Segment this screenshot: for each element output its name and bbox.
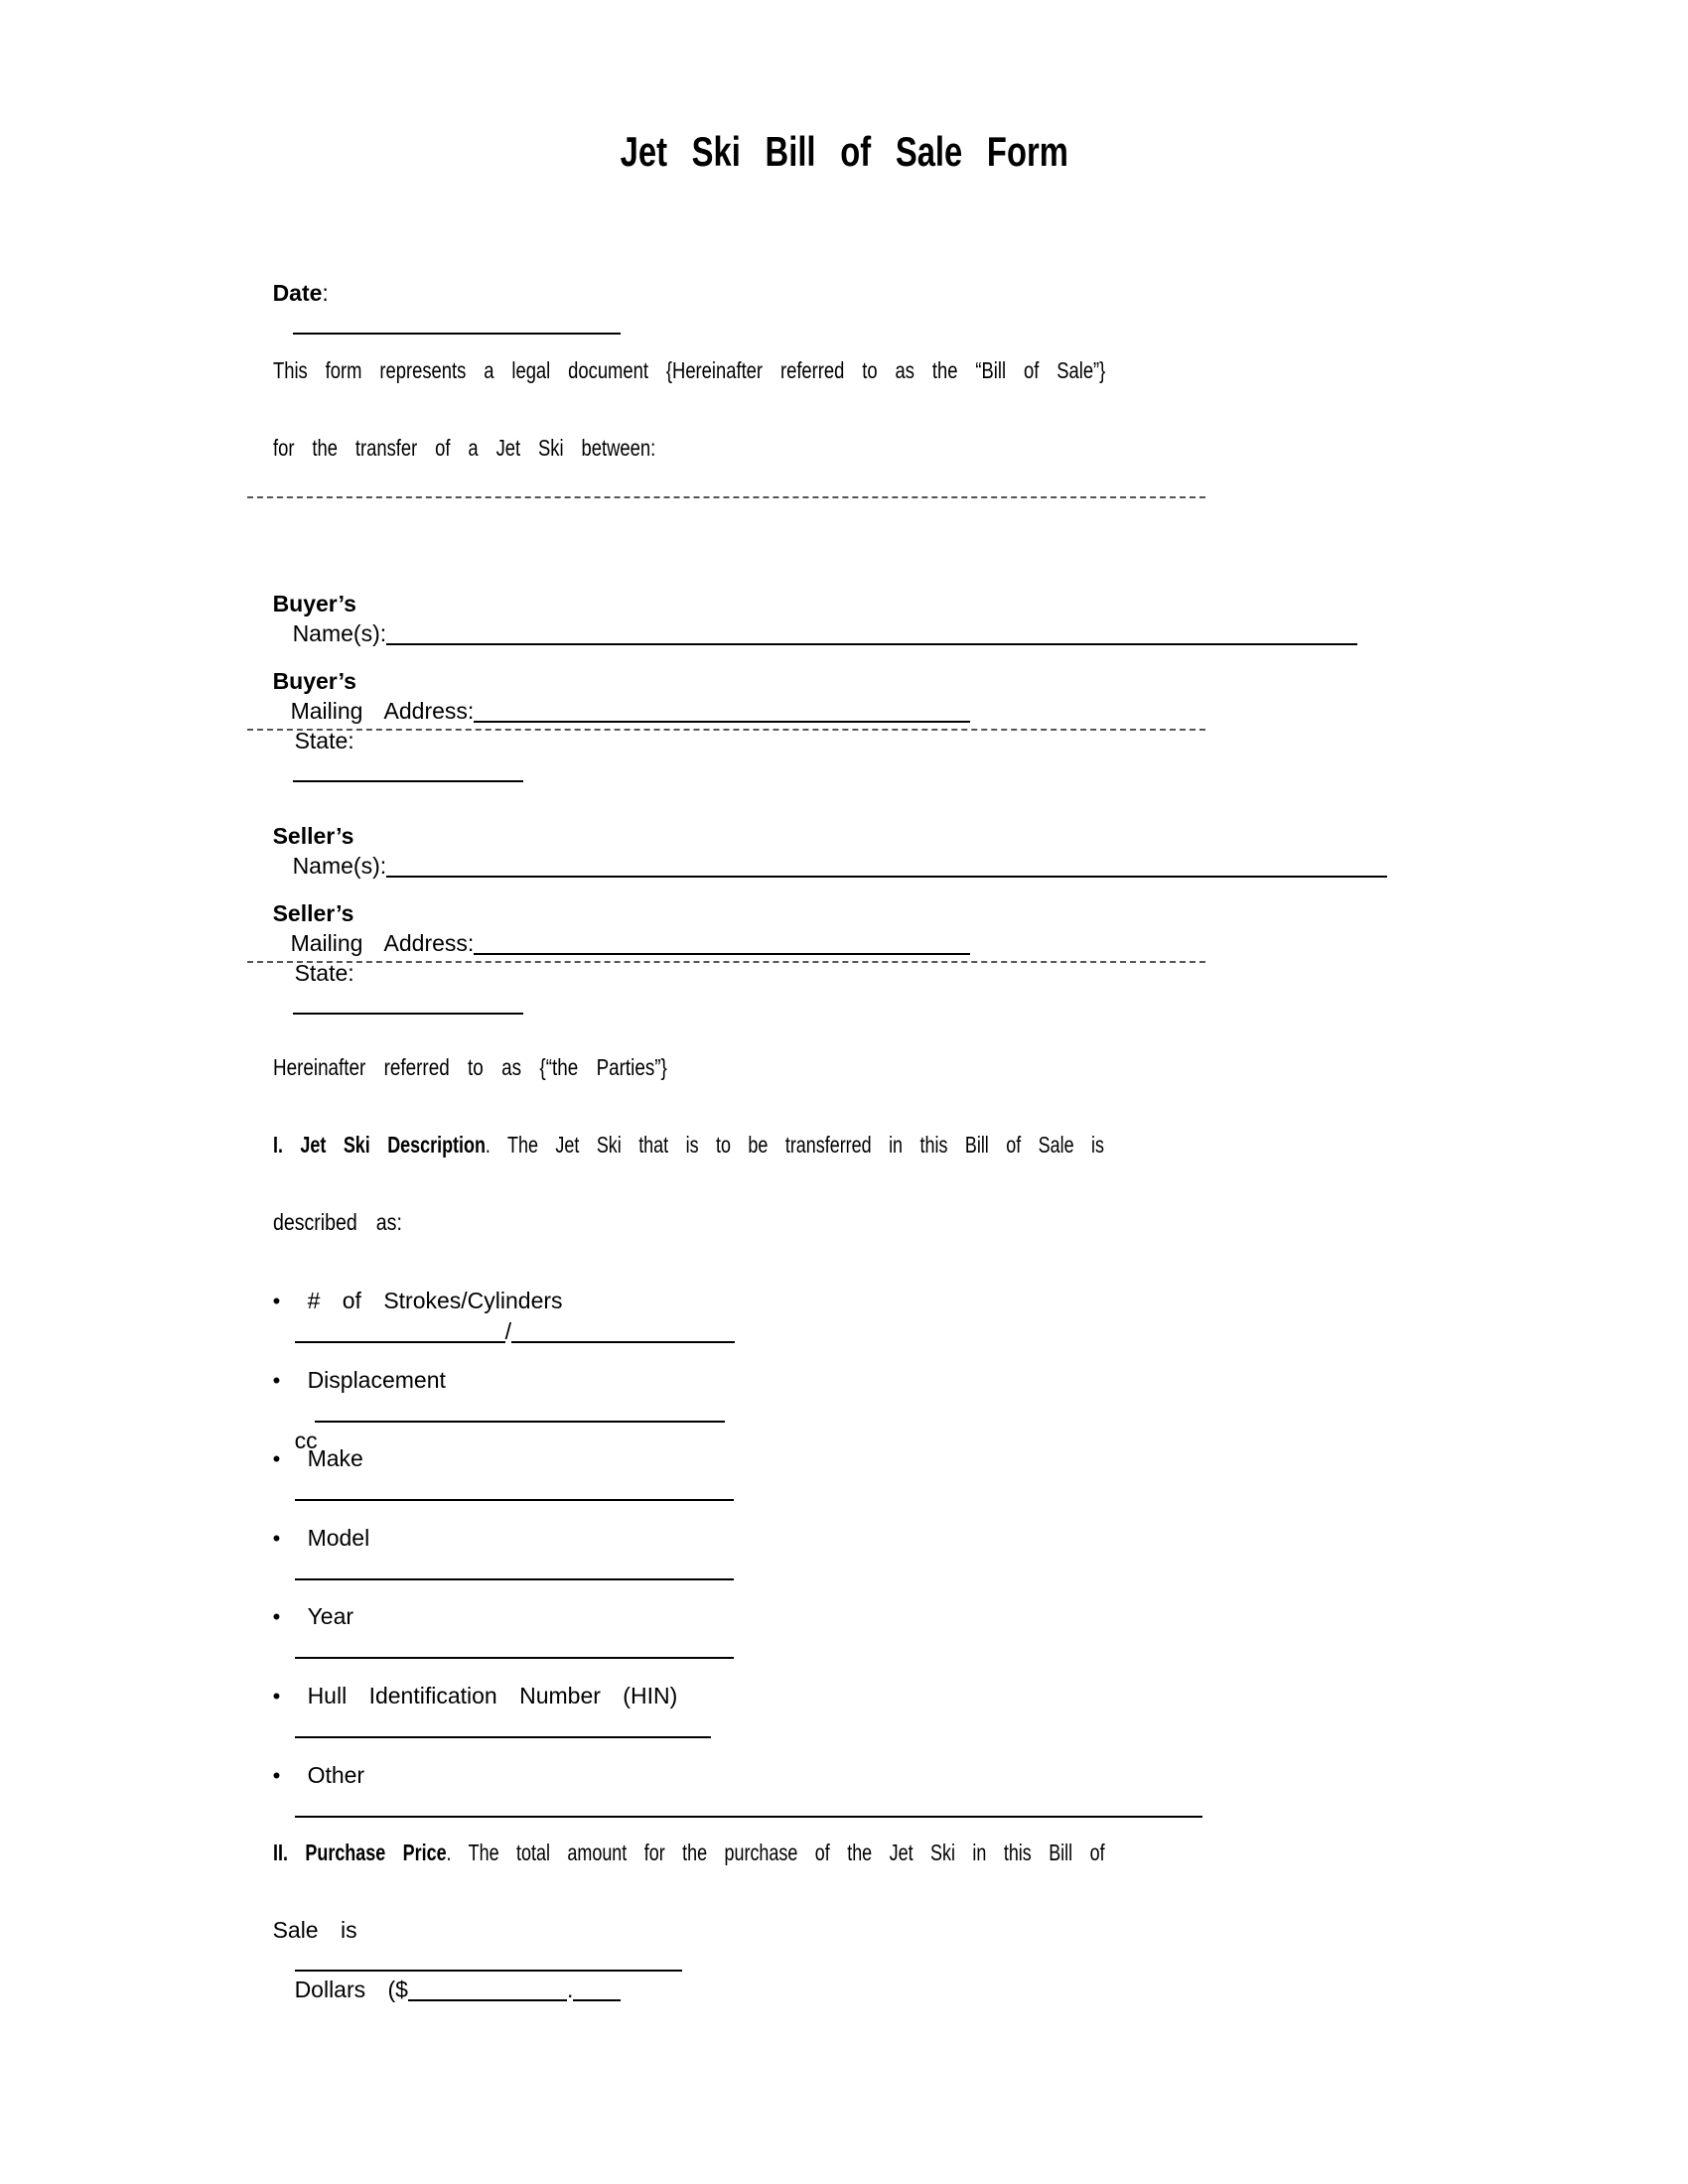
seller-address-field[interactable]	[474, 931, 970, 955]
seller-state-field[interactable]	[293, 991, 523, 1015]
price-dollars-field[interactable]	[408, 1978, 567, 2001]
item-separator: /	[504, 1318, 511, 1344]
item-label: # of Strokes/Cylinders	[307, 1288, 563, 1313]
parties-line	[247, 1023, 754, 1112]
date-line: Date:	[247, 248, 621, 367]
section-1-line-2	[247, 1177, 424, 1267]
item-label: Displacement	[307, 1367, 446, 1393]
section-2-line	[247, 1808, 1338, 1897]
seller-address-bold: Seller’s	[272, 900, 354, 926]
buyer-name-label: Name(s):	[292, 620, 387, 646]
intro-text-2: for the transfer of a Jet Ski between:	[272, 435, 655, 461]
bullet-icon: •	[272, 1289, 281, 1313]
parties-text: Hereinafter referred to as {“the Parties”}	[272, 1054, 667, 1080]
item-label: Model	[307, 1525, 370, 1551]
price-line	[247, 1885, 682, 2034]
section-1-heading: I. Jet Ski Description	[272, 1132, 486, 1158]
sale-is-label: Sale is	[272, 1917, 357, 1943]
section-2-text: . The total amount for the purchase of the Jet Ski in this Bill of	[446, 1840, 1105, 1865]
item-label: Make	[307, 1445, 363, 1471]
divider	[247, 729, 1205, 731]
bullet-icon: •	[272, 1446, 281, 1471]
buyer-address-bold: Buyer’s	[272, 668, 356, 694]
item-label: Hull Identification Number (HIN)	[307, 1683, 678, 1708]
buyer-state-field[interactable]	[293, 758, 523, 782]
bullet-icon: •	[272, 1684, 281, 1708]
item-label: Other	[307, 1762, 365, 1788]
seller-label: Seller’s	[272, 823, 354, 849]
bullet-icon: •	[272, 1526, 281, 1551]
page-title: Jet Ski Bill of Sale Form	[620, 128, 1068, 175]
section-1-line	[247, 1100, 1338, 1189]
buyer-address-field[interactable]	[474, 699, 970, 723]
section-2-heading: II. Purchase Price	[272, 1840, 447, 1865]
buyer-state-label: State:	[294, 728, 354, 753]
divider	[247, 496, 1205, 498]
intro-line-2	[247, 403, 751, 492]
price-cents-field[interactable]	[573, 1978, 621, 2001]
decimal-point: .	[566, 1977, 574, 2002]
bullet-icon: •	[272, 1604, 281, 1629]
seller-state-label: State:	[294, 960, 354, 986]
dollars-label: Dollars ($	[294, 1977, 408, 2002]
date-label: Date	[272, 280, 323, 306]
item-suffix: cc	[294, 1428, 318, 1453]
buyer-address-label: Mailing Address:	[290, 698, 475, 724]
intro-line-1	[247, 326, 1313, 415]
divider	[247, 961, 1205, 963]
bullet-icon: •	[272, 1763, 281, 1788]
buyer-label: Buyer’s	[272, 591, 356, 616]
seller-address-line	[247, 869, 970, 1047]
seller-name-label: Name(s):	[292, 853, 387, 879]
item-label: Year	[307, 1603, 354, 1629]
intro-text-1: This form represents a legal document {Hereinafter referred to as the “Bill of Sale”}	[272, 357, 1105, 383]
buyer-address-line	[247, 636, 970, 815]
bullet-icon: •	[272, 1368, 281, 1393]
section-1-text-2: described as:	[272, 1209, 402, 1235]
price-words-field[interactable]	[295, 1948, 682, 1972]
section-1-text: . The Jet Ski that is to be transferred in this Bill of Sale is	[485, 1132, 1104, 1158]
seller-address-label: Mailing Address:	[290, 930, 475, 956]
